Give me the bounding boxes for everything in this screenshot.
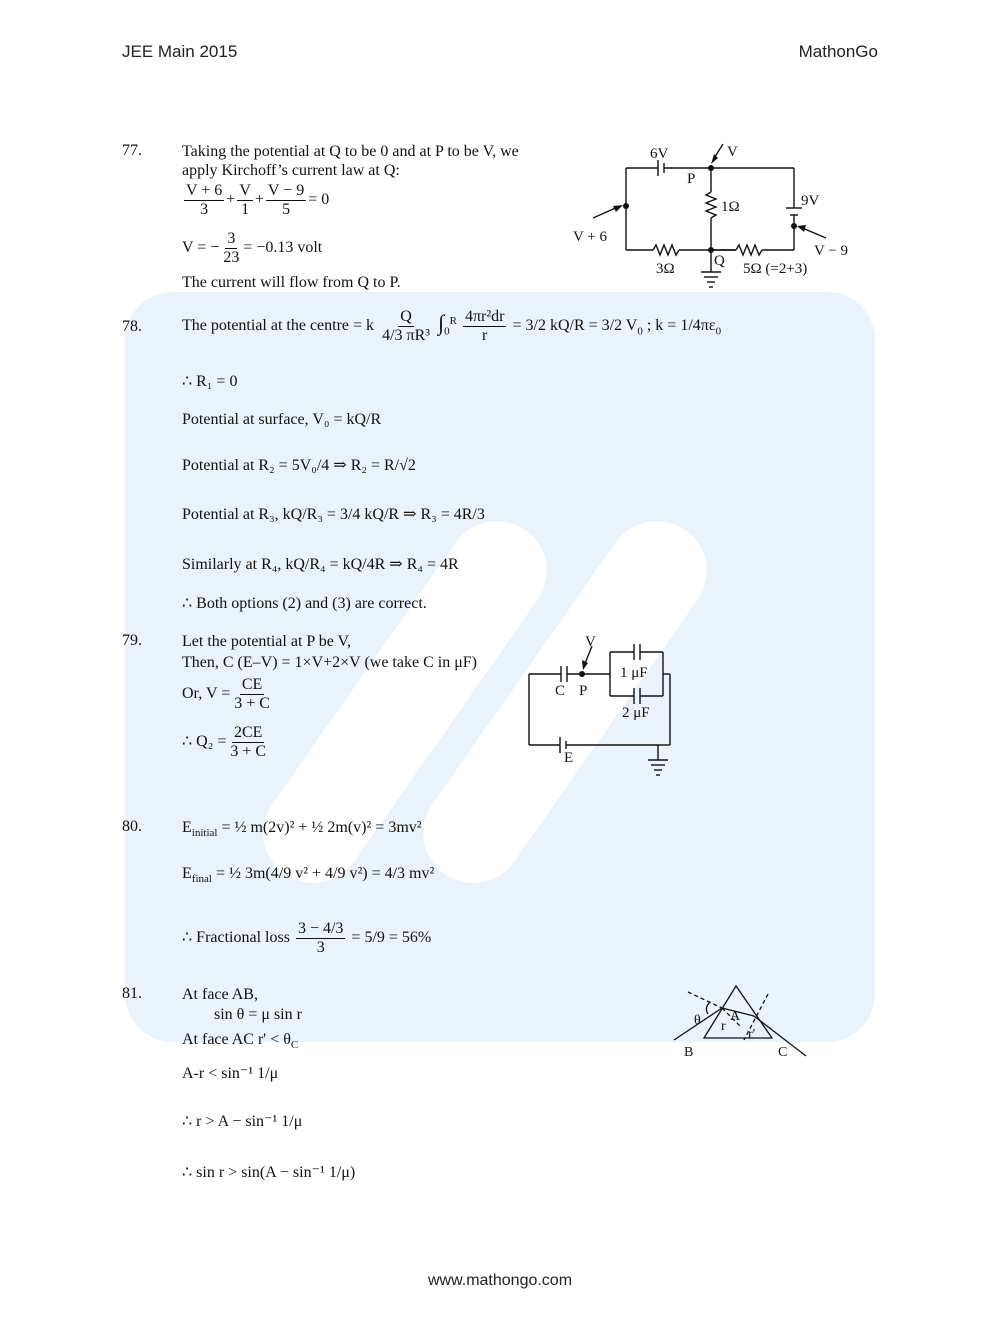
- label-a: A: [730, 1009, 741, 1024]
- q81-line4: A-r < sin⁻¹ 1/μ: [182, 1065, 279, 1082]
- q80-fractional-loss: ∴ Fractional loss $\frac{3 - 4/3}{3}$ = 5/9 = 56%: [182, 920, 432, 956]
- q78-r1: ∴ R₁ = 0: [182, 373, 238, 390]
- label-3ohm: 3Ω: [656, 261, 675, 277]
- q79-line4: ∴ Q₂ = $\frac{2CE}{3 + C}$: [182, 724, 267, 760]
- question-number: 81.: [122, 985, 142, 1002]
- label-v: V: [727, 144, 738, 160]
- q78-r3: Potential at R₃, kQ/R₃ = 3/4 kQ/R ⇒ R₃ = 4R/3: [182, 506, 485, 523]
- label-v: V: [585, 634, 596, 650]
- question-number: 77.: [122, 142, 142, 159]
- q77-line1: Taking the potential at Q to be 0 and at P to be V, we: [182, 143, 519, 160]
- q80-e-initial: $E_{initial}$ = ½ m(2v)² + ½ 2m(v)² = 3mv²: [182, 819, 422, 840]
- label-1ohm: 1Ω: [721, 199, 740, 215]
- q79-line3: Or, V = $\frac{CE}{3 + C}$: [182, 676, 270, 712]
- label-c: C: [555, 683, 566, 699]
- q77-conclusion: The current will flow from Q to P.: [182, 274, 401, 291]
- q77-circuit-diagram: [568, 140, 868, 305]
- label-b: B: [684, 1045, 694, 1060]
- label-1uf: 1 μF: [620, 665, 648, 681]
- q81-line1: At face AB,: [182, 986, 258, 1003]
- label-theta: θ: [694, 1013, 701, 1028]
- label-c: C: [778, 1045, 788, 1060]
- footer-url: www.mathongo.com: [427, 1272, 573, 1289]
- q81-line5: ∴ r > A − sin⁻¹ 1/μ: [182, 1113, 303, 1130]
- label-r: r: [721, 1019, 726, 1034]
- label-v-plus-6: V + 6: [573, 229, 608, 245]
- q78-surface: Potential at surface, V₀ = kQ/R: [182, 411, 382, 428]
- label-q: Q: [714, 253, 725, 269]
- question-number: 79.: [122, 632, 142, 649]
- label-5ohm: 5Ω (=2+3): [743, 261, 808, 277]
- q79-circuit-diagram: [520, 628, 690, 783]
- label-r-prime: r': [748, 1027, 756, 1042]
- q78-r4: Similarly at R₄, kQ/R₄ = kQ/4R ⇒ R₄ = 4R: [182, 556, 459, 573]
- q79-line1: Let the potential at P be V,: [182, 633, 352, 650]
- q81-line6: ∴ sin r > sin(A − sin⁻¹ 1/μ): [182, 1164, 356, 1181]
- q78-centre-potential: The potential at the centre = k $\frac{Q}{\text{4/3 πR³}}$ $\int_0^R$ $\frac{\text{4πr²dr}}{r}$ = 3/2 kQ/R = 3/2 $V_0$ ; $k = 1/4\pi\varepsilon_0$: [182, 308, 722, 344]
- q78-r2: Potential at R₂ = 5V₀/4 ⇒ R₂ = R/√2: [182, 457, 416, 474]
- question-number: 80.: [122, 818, 142, 835]
- header-brand: MathonGo: [798, 42, 878, 61]
- q77-equation1: $\frac{V + 6}{3}$ + $\frac{V}{1}$ + $\frac{V - 9}{5}$ = 0: [186, 182, 330, 218]
- label-p: P: [687, 171, 696, 187]
- q81-line2: sin θ = μ sin r: [214, 1006, 302, 1023]
- question-number: 78.: [122, 318, 142, 335]
- label-p: P: [579, 683, 588, 699]
- q77-line2: apply Kirchoff’s current law at Q:: [182, 162, 400, 179]
- label-9v: 9V: [801, 193, 820, 209]
- q80-e-final: $E_{final}$ = ½ 3m(4/9 v² + 4/9 v²) = 4/3 mv²: [182, 865, 435, 886]
- label-6v: 6V: [650, 146, 669, 162]
- q77-equation2: V = − $\frac{3}{23}$ = −0.13 volt: [182, 230, 323, 266]
- q78-conclusion: ∴ Both options (2) and (3) are correct.: [182, 595, 427, 612]
- label-e: E: [564, 750, 574, 766]
- header-title: JEE Main 2015: [122, 42, 238, 61]
- q81-line3: At face AC $r' < \theta_C$: [182, 1031, 299, 1052]
- q79-line2: Then, C (E–V) = 1×V+2×V (we take C in μF): [182, 654, 477, 671]
- label-2uf: 2 μF: [622, 705, 650, 721]
- label-v-minus-9: V − 9: [814, 243, 849, 259]
- q81-prism-diagram: [668, 978, 813, 1063]
